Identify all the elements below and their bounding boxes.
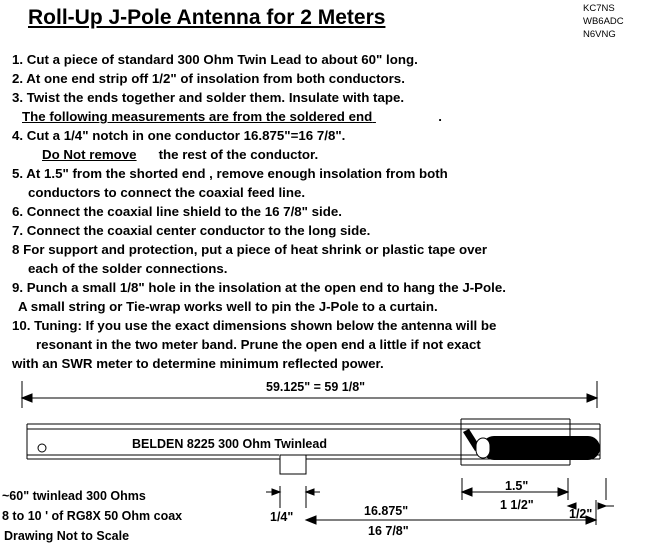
step-9: 9. Punch a small 1/8" hole in the insolation at the open end to hang the J-Pole.: [12, 280, 506, 295]
step-8: 8 For support and protection, put a piece of heat shrink or plastic tape over: [12, 242, 488, 257]
step-4-note-rest: the rest of the conductor.: [158, 147, 319, 162]
feed-distance-fraction: 1 1/2": [500, 498, 534, 512]
total-length-label: 59.125" = 59 1/8": [266, 380, 366, 394]
note-coax: 8 to 10 ' of RG8X 50 Ohm coax: [2, 509, 183, 523]
callsign: WB6ADC: [583, 16, 624, 27]
arrowhead: [558, 488, 568, 496]
step-5: 5. At 1.5" from the shorted end , remove enough insolation from both: [12, 166, 448, 181]
step-3: 3. Twist the ends together and solder them. Insulate with tape.: [12, 90, 405, 105]
arrowhead: [272, 489, 280, 495]
arrowhead: [587, 394, 597, 402]
arrowhead: [306, 516, 316, 524]
notch: [280, 455, 306, 474]
feed-distance-decimal: 1.5": [505, 479, 529, 493]
step-10-cont2: with an SWR meter to determine minimum reflected power.: [12, 356, 384, 371]
do-not-remove: Do Not remove: [42, 147, 137, 162]
step-5-cont: conductors to connect the coaxial feed line.: [28, 185, 306, 200]
hang-hole: [38, 444, 46, 452]
note-scale: Drawing Not to Scale: [4, 529, 130, 543]
step-10-cont: resonant in the two meter band. Prune the open end a little if not exact: [36, 337, 481, 352]
page-title: Roll-Up J-Pole Antenna for 2 Meters: [28, 6, 386, 29]
arrowhead: [462, 488, 472, 496]
cable-label: BELDEN 8225 300 Ohm Twinlead: [132, 437, 327, 451]
step-10: 10. Tuning: If you use the exact dimensions shown below the antenna will be: [12, 318, 497, 333]
coax-cable: [482, 436, 600, 460]
step-7: 7. Connect the coaxial center conductor to the long side.: [12, 223, 371, 238]
callsign: KC7NS: [583, 3, 615, 14]
strip-length-label: 1/2": [569, 507, 593, 521]
measurement-note-text: The following measurements are from the soldered end: [22, 109, 373, 124]
step-9-cont: A small string or Tie-wrap works well to pin the J-Pole to a curtain.: [18, 299, 438, 314]
notch-distance-fraction: 16 7/8": [368, 524, 409, 538]
notch-distance-decimal: 16.875": [364, 504, 409, 518]
period: .: [438, 109, 442, 124]
arrowhead: [22, 394, 32, 402]
coax-end-insulation: [476, 438, 490, 458]
note-twinlead: ~60" twinlead 300 Ohms: [2, 489, 146, 503]
step-6: 6. Connect the coaxial line shield to the 16 7/8" side.: [12, 204, 342, 219]
arrowhead: [598, 503, 606, 509]
notch-width-label: 1/4": [270, 510, 294, 524]
step-2: 2. At one end strip off 1/2" of insolation from both conductors.: [12, 71, 405, 86]
step-4: 4. Cut a 1/4" notch in one conductor 16.875"=16 7/8".: [12, 128, 346, 143]
arrowhead: [306, 489, 314, 495]
step-1: 1. Cut a piece of standard 300 Ohm Twin Lead to about 60" long.: [12, 52, 418, 67]
step-8-cont: each of the solder connections.: [28, 261, 228, 276]
callsign: N6VNG: [583, 29, 616, 40]
